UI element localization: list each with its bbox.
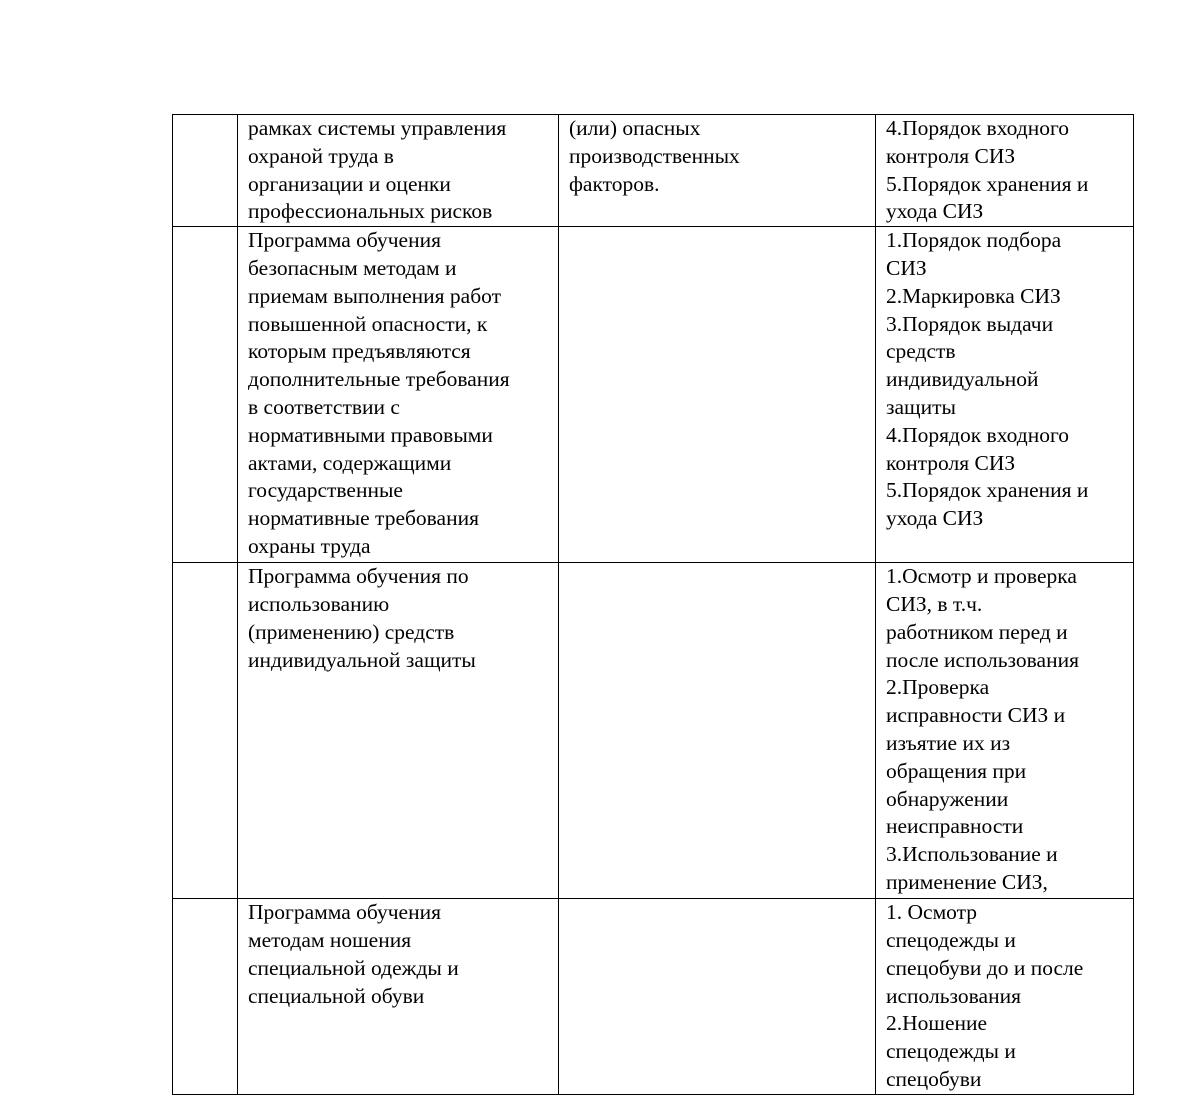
text-line: средств bbox=[886, 339, 956, 364]
text-line: государственные bbox=[248, 478, 403, 503]
table-row bbox=[173, 115, 1134, 227]
text-line: 3.Порядок выдачи bbox=[886, 311, 1054, 336]
program-cell bbox=[238, 563, 559, 899]
text-line: спецодежды и bbox=[886, 927, 1016, 952]
text-line: 1. Осмотр bbox=[886, 900, 978, 925]
text-line: 2.Маркировка СИЗ bbox=[886, 283, 1061, 308]
factors-cell bbox=[559, 227, 876, 563]
text-line: работником перед и bbox=[886, 619, 1068, 644]
text-line: охраны труда bbox=[248, 533, 371, 558]
number-cell bbox=[173, 115, 238, 227]
text-line: профессиональных рисков bbox=[248, 199, 493, 224]
text-line: (или) опасных bbox=[569, 116, 701, 140]
text-line: применение СИЗ, bbox=[886, 869, 1048, 894]
text-line: в соответствии с bbox=[248, 394, 400, 419]
table-row bbox=[173, 563, 1134, 899]
text-line: нормативными правовыми bbox=[248, 422, 493, 447]
table-row bbox=[173, 899, 1134, 1095]
text-line: 5.Порядок хранения и bbox=[886, 171, 1089, 196]
text-line: 4.Порядок входного bbox=[886, 422, 1069, 447]
text-line: спецобуви bbox=[886, 1066, 982, 1091]
text-line: производственных bbox=[569, 143, 740, 168]
text-line: специальной обуви bbox=[248, 983, 425, 1008]
text-line: спецобуви до и после bbox=[886, 955, 1084, 980]
text-line: 3.Использование и bbox=[886, 842, 1058, 867]
text-line: СИЗ, в т.ч. bbox=[886, 591, 983, 616]
text-line: 2.Проверка bbox=[886, 675, 990, 700]
text-line: специальной одежды и bbox=[248, 955, 459, 980]
text-line: использованию bbox=[248, 591, 390, 616]
factors-cell bbox=[559, 563, 876, 899]
text-line: Программа обучения bbox=[248, 228, 441, 253]
text-line: приемам выполнения работ bbox=[248, 283, 502, 308]
text-line: ухода СИЗ bbox=[886, 199, 984, 224]
text-line: контроля СИЗ bbox=[886, 143, 1016, 168]
text-line: (применению) средств bbox=[248, 619, 455, 644]
text-line: охраной труда в bbox=[248, 143, 394, 168]
text-line: рамках системы управления bbox=[248, 116, 507, 140]
text-line: Программа обучения bbox=[248, 900, 441, 925]
number-cell bbox=[173, 563, 238, 899]
text-line: индивидуальной bbox=[886, 367, 1039, 392]
text-line: которым предъявляются bbox=[248, 339, 471, 364]
topics-cell bbox=[876, 115, 1134, 227]
text-line: исправности СИЗ и bbox=[886, 703, 1066, 728]
text-line: использования bbox=[886, 983, 1021, 1008]
number-cell bbox=[173, 899, 238, 1095]
topics-cell bbox=[876, 899, 1134, 1095]
text-line: обращения при bbox=[886, 758, 1027, 783]
factors-cell bbox=[559, 899, 876, 1095]
text-line: спецодежды и bbox=[886, 1039, 1016, 1064]
text-line: защиты bbox=[886, 394, 956, 419]
text-line: СИЗ bbox=[886, 255, 927, 280]
topics-cell bbox=[876, 563, 1134, 899]
number-cell bbox=[173, 227, 238, 563]
factors-cell bbox=[559, 115, 876, 227]
text-line: 1.Порядок подбора bbox=[886, 228, 1062, 253]
text-line: дополнительные требования bbox=[248, 367, 510, 392]
table-row bbox=[173, 227, 1134, 563]
text-line: после использования bbox=[886, 647, 1079, 672]
text-line: 2.Ношение bbox=[886, 1011, 988, 1036]
text-line: неисправности bbox=[886, 814, 1024, 839]
text-line: актами, содержащими bbox=[248, 450, 452, 475]
text-line: 4.Порядок входного bbox=[886, 116, 1069, 140]
text-line: нормативные требования bbox=[248, 506, 479, 531]
text-line: ухода СИЗ bbox=[886, 506, 984, 531]
text-line: организации и оценки bbox=[248, 171, 451, 196]
text-line: методам ношения bbox=[248, 927, 412, 952]
text-line: Программа обучения по bbox=[248, 564, 469, 589]
program-cell bbox=[238, 227, 559, 563]
text-line: 5.Порядок хранения и bbox=[886, 478, 1089, 503]
text-line: изъятие их из bbox=[886, 730, 1011, 755]
topics-cell bbox=[876, 227, 1134, 563]
text-line: безопасным методам и bbox=[248, 255, 457, 280]
text-line: факторов. bbox=[569, 171, 660, 196]
text-line: повышенной опасности, к bbox=[248, 311, 488, 336]
text-line: контроля СИЗ bbox=[886, 450, 1016, 475]
text-line: обнаружении bbox=[886, 786, 1009, 811]
text-line: индивидуальной защиты bbox=[248, 647, 476, 672]
program-cell bbox=[238, 115, 559, 227]
text-line: 1.Осмотр и проверка bbox=[886, 564, 1077, 589]
program-cell bbox=[238, 899, 559, 1095]
document-table bbox=[172, 114, 1134, 1095]
